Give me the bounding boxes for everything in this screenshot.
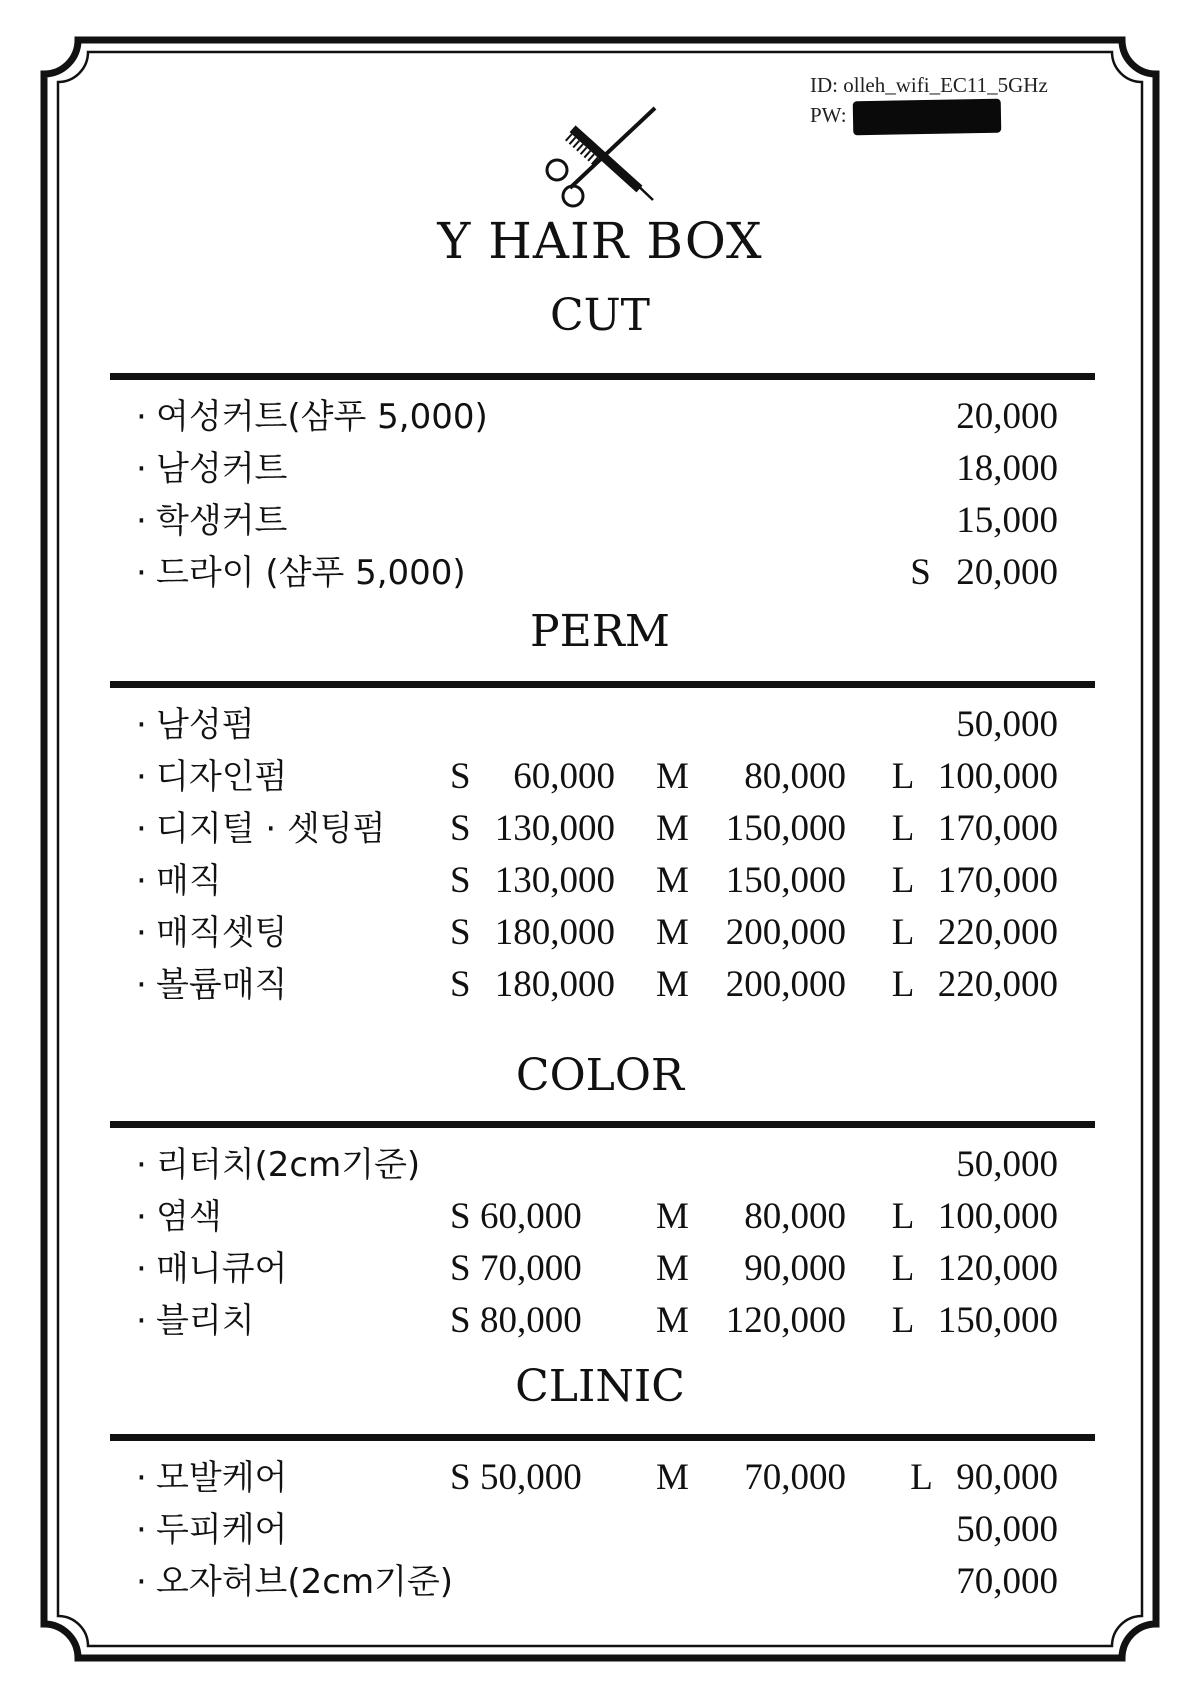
menu-item: · 염색 S 60,000 M 80,000 L 100,000 <box>136 1193 1056 1241</box>
menu-item: · 여성커트(샴푸 5,000) 20,000 <box>136 393 1056 441</box>
item-name: 염색 <box>156 1197 222 1237</box>
price-l: 170,000 <box>937 808 1058 849</box>
wifi-id-label: ID: <box>810 73 838 97</box>
price-m: 70,000 <box>744 1457 846 1498</box>
item-name: 디지털 · 셋팅펌 <box>156 809 386 849</box>
price-l: 220,000 <box>937 964 1058 1005</box>
price-l: 90,000 <box>956 1457 1058 1498</box>
menu-item: · 매니큐어 S 70,000 M 90,000 L 120,000 <box>136 1245 1056 1293</box>
price-s: 60,000 <box>480 1196 582 1237</box>
price-l: 100,000 <box>937 756 1058 797</box>
price-m: 200,000 <box>725 912 846 953</box>
menu-item: · 두피케어 50,000 <box>136 1506 1056 1554</box>
item-name: 여성커트(샴푸 5,000) <box>156 397 488 437</box>
item-name: 남성펌 <box>156 705 255 745</box>
item-name: 리터치(2cm기준) <box>156 1145 421 1185</box>
price-s: 130,000 <box>494 808 615 849</box>
price-s: 60,000 <box>513 756 615 797</box>
price-l: 170,000 <box>937 860 1058 901</box>
price-m: 120,000 <box>725 1300 846 1341</box>
item-name: 볼륨매직 <box>156 965 288 1005</box>
price-s: 70,000 <box>480 1248 582 1289</box>
item-name: 매니큐어 <box>156 1249 288 1289</box>
menu-item: · 블리치 S 80,000 M 120,000 L 150,000 <box>136 1297 1056 1345</box>
menu-item: · 디자인펌 S 60,000 M 80,000 L 100,000 <box>136 753 1056 801</box>
item-name: 모발케어 <box>156 1458 288 1498</box>
menu-item: · 남성펌 50,000 <box>136 701 1056 749</box>
item-price: 18,000 <box>956 448 1058 489</box>
price-l: 150,000 <box>937 1300 1058 1341</box>
section-title-clinic: CLINIC <box>515 1361 685 1412</box>
item-price: 50,000 <box>956 704 1058 745</box>
item-name: 두피케어 <box>156 1510 288 1550</box>
price-m: 150,000 <box>725 808 846 849</box>
price-s: 80,000 <box>480 1300 582 1341</box>
section-title-perm: PERM <box>530 606 670 657</box>
item-price: 50,000 <box>956 1144 1058 1185</box>
menu-item: · 오자허브(2cm기준) 70,000 <box>136 1558 1056 1606</box>
item-name: 매직 <box>156 861 222 901</box>
item-price: 20,000 <box>956 552 1058 593</box>
scissors-comb-icon <box>535 100 675 220</box>
wifi-pw-label: PW: <box>810 103 847 127</box>
size-label: S <box>910 552 931 593</box>
price-m: 200,000 <box>725 964 846 1005</box>
wifi-id-value: olleh_wifi_EC11_5GHz <box>843 73 1048 97</box>
item-name: 남성커트 <box>156 449 288 489</box>
item-name: 드라이 (샴푸 5,000) <box>156 553 466 593</box>
item-price: 20,000 <box>956 396 1058 437</box>
price-s: 50,000 <box>480 1457 582 1498</box>
menu-item: · 드라이 (샴푸 5,000) S 20,000 <box>136 549 1056 597</box>
menu-item: · 리터치(2cm기준) 50,000 <box>136 1141 1056 1189</box>
price-l: 120,000 <box>937 1248 1058 1289</box>
menu-item: · 매직 S 130,000 M 150,000 L 170,000 <box>136 857 1056 905</box>
item-price: 70,000 <box>956 1561 1058 1602</box>
section-divider <box>110 373 1095 380</box>
item-price: 15,000 <box>956 500 1058 541</box>
redacted-password <box>852 99 1001 136</box>
section-divider <box>110 1121 1095 1128</box>
item-name: 디자인펌 <box>156 757 288 797</box>
price-m: 150,000 <box>725 860 846 901</box>
price-l: 220,000 <box>937 912 1058 953</box>
item-name: 매직셋팅 <box>156 913 288 953</box>
salon-name: Y HAIR BOX <box>437 212 763 270</box>
menu-item: · 모발케어 S 50,000 M 70,000 L 90,000 <box>136 1454 1056 1502</box>
item-price: 50,000 <box>956 1509 1058 1550</box>
menu-item: · 디지털 · 셋팅펌 S 130,000 M 150,000 L 170,000 <box>136 805 1056 853</box>
section-title-cut: CUT <box>549 290 651 341</box>
price-m: 80,000 <box>744 756 846 797</box>
section-divider <box>110 1434 1095 1441</box>
item-name: 오자허브(2cm기준) <box>156 1562 454 1602</box>
price-s: 180,000 <box>494 912 615 953</box>
item-name: 학생커트 <box>156 501 288 541</box>
section-divider <box>110 681 1095 688</box>
menu-item: · 볼륨매직 S 180,000 M 200,000 L 220,000 <box>136 961 1056 1009</box>
price-l: 100,000 <box>937 1196 1058 1237</box>
section-title-color: COLOR <box>515 1050 685 1101</box>
menu-item: · 학생커트 15,000 <box>136 497 1056 545</box>
menu-item: · 매직셋팅 S 180,000 M 200,000 L 220,000 <box>136 909 1056 957</box>
item-name: 블리치 <box>156 1301 255 1341</box>
price-s: 130,000 <box>494 860 615 901</box>
price-m: 90,000 <box>744 1248 846 1289</box>
menu-item: · 남성커트 18,000 <box>136 445 1056 493</box>
wifi-info <box>810 70 1048 134</box>
price-m: 80,000 <box>744 1196 846 1237</box>
price-s: 180,000 <box>494 964 615 1005</box>
